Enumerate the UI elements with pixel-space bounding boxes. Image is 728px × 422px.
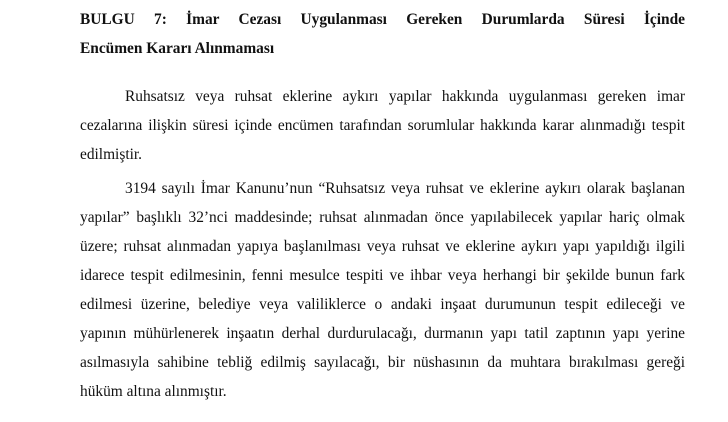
paragraph2-line-1: 3194 sayılı İmar Kanunu’nun “Ruhsatsız veya ruhsat ve eklerine aykırı olarak başlanan <box>125 180 685 197</box>
paragraph2-line-6: yapının mühürlenerek inşaatın derhal durdurulacağı, durmanın yapı tatil zaptının yapı yerine <box>80 325 685 342</box>
paragraph1-line-3: edilmiştir. <box>80 146 142 163</box>
paragraph2-line-2: yapılar” başlıklı 32’nci maddesinde; ruhsat alınmadan önce yapılabilecek yapılar hariç olmak <box>80 209 685 226</box>
paragraph2-line-5: edilmesi üzerine, belediye veya valiliklerce o andaki inşaat durumunun tespit edileceği ve <box>80 296 685 313</box>
paragraph2-line-7: asılmasıyla sahibine tebliğ edilmiş sayılacağı, bir nüshasının da muhtara bırakılması gereği <box>80 354 685 371</box>
paragraph2-line-8: hüküm altına alınmıştır. <box>80 383 227 400</box>
paragraph1-line-1: Ruhsatsız veya ruhsat eklerine aykırı yapılar hakkında uygulanması gereken imar <box>125 88 685 105</box>
heading-line-1: BULGU 7: İmar Cezası Uygulanması Gereken Durumlarda Süresi İçinde <box>80 11 685 28</box>
heading-line-2: Encümen Kararı Alınmaması <box>80 40 275 57</box>
paragraph2-line-4: idarece tespit edilmesinin, fenni mesulce tespiti ve ihbar veya herhangi bir şekilde bunun fark <box>80 267 685 284</box>
paragraph1-line-2: cezalarına ilişkin süresi içinde encümen tarafından sorumlular hakkında karar alınmadığı tespit <box>80 117 685 134</box>
paragraph2-line-3: üzere; ruhsat alınmadan yapıya başlanılması veya ruhsat ve eklerine aykırı yapı yapıldığı ilgili <box>80 238 685 255</box>
